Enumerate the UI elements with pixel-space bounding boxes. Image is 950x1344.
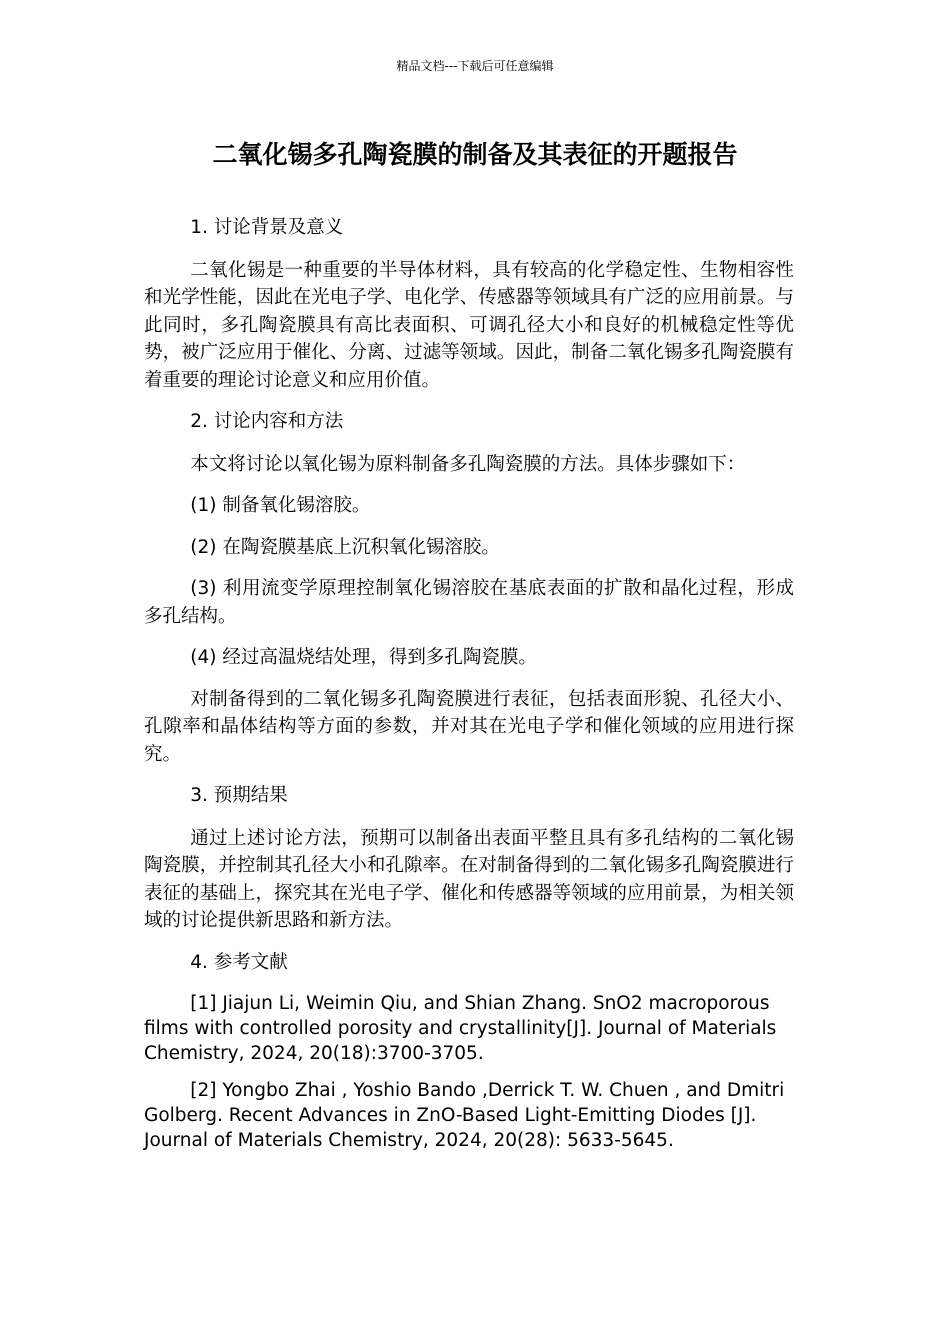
paragraph-expected-results: 通过上述讨论方法，预期可以制备出表面平整且具有多孔结构的二氧化锡陶瓷膜，并控制其孔径大小和孔隙率。在对制备得到的二氧化锡多孔陶瓷膜进行表征的基础上，探究其在光电子学、催化和传感器等领域的应用前景，为相关领域的讨论提供新思路和新方法。 (144, 827, 794, 931)
document-title: 二氧化锡多孔陶瓷膜的制备及其表征的开题报告 (212, 140, 738, 169)
method-step-2: (2) 在陶瓷膜基底上沉积氧化锡溶胶。 (190, 536, 500, 558)
method-step-4: (4) 经过高温烧结处理，得到多孔陶瓷膜。 (190, 647, 537, 668)
document-body (144, 214, 794, 1165)
page-header: 精品文档---下载后可任意编辑 (396, 59, 554, 73)
section-heading-references: 4. 参考文献 (190, 951, 288, 973)
paragraph-methods-intro: 本文将讨论以氧化锡为原料制备多孔陶瓷膜的方法。具体步骤如下： (190, 453, 746, 475)
paragraph-characterization: 对制备得到的二氧化锡多孔陶瓷膜进行表征，包括表面形貌、孔径大小、孔隙率和晶体结构等方面的参数，并对其在光电子学和催化领域的应用进行探究。 (144, 688, 794, 765)
section-heading-background: 1. 讨论背景及意义 (190, 217, 344, 238)
reference-2: [2] Yongbo Zhai , Yoshio Bando ,Derrick T. W. Chuen , and Dmitri Golberg. Recent Advances in ZnO-Based Light-Emitting Diodes [J]. Journal of Materials Chemistry, 2024, 20(28): 5633-5645. (144, 1080, 785, 1151)
section-heading-expected-results: 3. 预期结果 (190, 785, 288, 806)
method-step-3: (3) 利用流变学原理控制氧化锡溶胶在基底表面的扩散和晶化过程，形成多孔结构。 (144, 578, 794, 627)
paragraph-background: 二氧化锡是一种重要的半导体材料，具有较高的化学稳定性、生物相容性和光学性能，因此在光电子学、电化学、传感器等领域具有广泛的应用前景。与此同时，多孔陶瓷膜具有高比表面积、可调孔径大小和良好的机械稳定性等优势，被广泛应用于催化、分离、过滤等领域。因此，制备二氧化锡多孔陶瓷膜有着重要的理论讨论意义和应用价值。 (144, 259, 794, 391)
section-heading-methods: 2. 讨论内容和方法 (190, 411, 344, 432)
method-step-1: (1) 制备氧化锡溶胶。 (190, 495, 371, 516)
reference-1: [1] Jiajun Li, Weimin Qiu, and Shian Zhang. SnO2 macroporous films with controlled porosity and crystallinity[J]. Journal of Materials Chemistry, 2024, 20(18):3700-3705. (144, 993, 777, 1064)
